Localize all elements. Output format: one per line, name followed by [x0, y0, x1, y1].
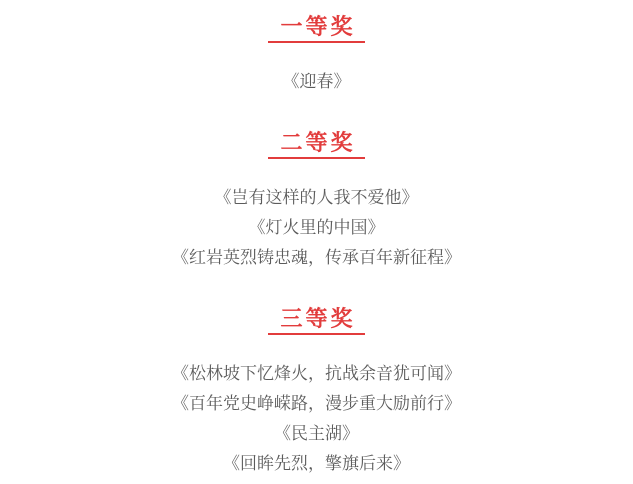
- second-prize-works-list: [0, 183, 633, 273]
- first-prize-heading: 一等奖: [268, 16, 364, 43]
- third-prize-heading: 三等奖: [268, 308, 364, 335]
- award-section-third-prize: [0, 308, 633, 479]
- work-title: 《岂有这样的人我不爱他》: [214, 188, 419, 207]
- work-title: 《松林坡下忆烽火，抗战余音犹可闻》: [172, 364, 461, 383]
- first-prize-works-list: [0, 67, 633, 97]
- work-title: 《民主湖》: [274, 424, 359, 443]
- work-title: 《灯火里的中国》: [248, 218, 385, 237]
- award-section-second-prize: [0, 132, 633, 273]
- work-title: 《迎春》: [282, 72, 351, 91]
- third-prize-works-list: [0, 359, 633, 479]
- work-title: 《红岩英烈铸忠魂，传承百年新征程》: [172, 248, 461, 267]
- second-prize-heading: 二等奖: [268, 132, 364, 159]
- award-section-first-prize: [0, 16, 633, 97]
- work-title: 《百年党史峥嵘路，漫步重大励前行》: [172, 394, 461, 413]
- work-title: 《回眸先烈，擎旗后来》: [223, 454, 410, 473]
